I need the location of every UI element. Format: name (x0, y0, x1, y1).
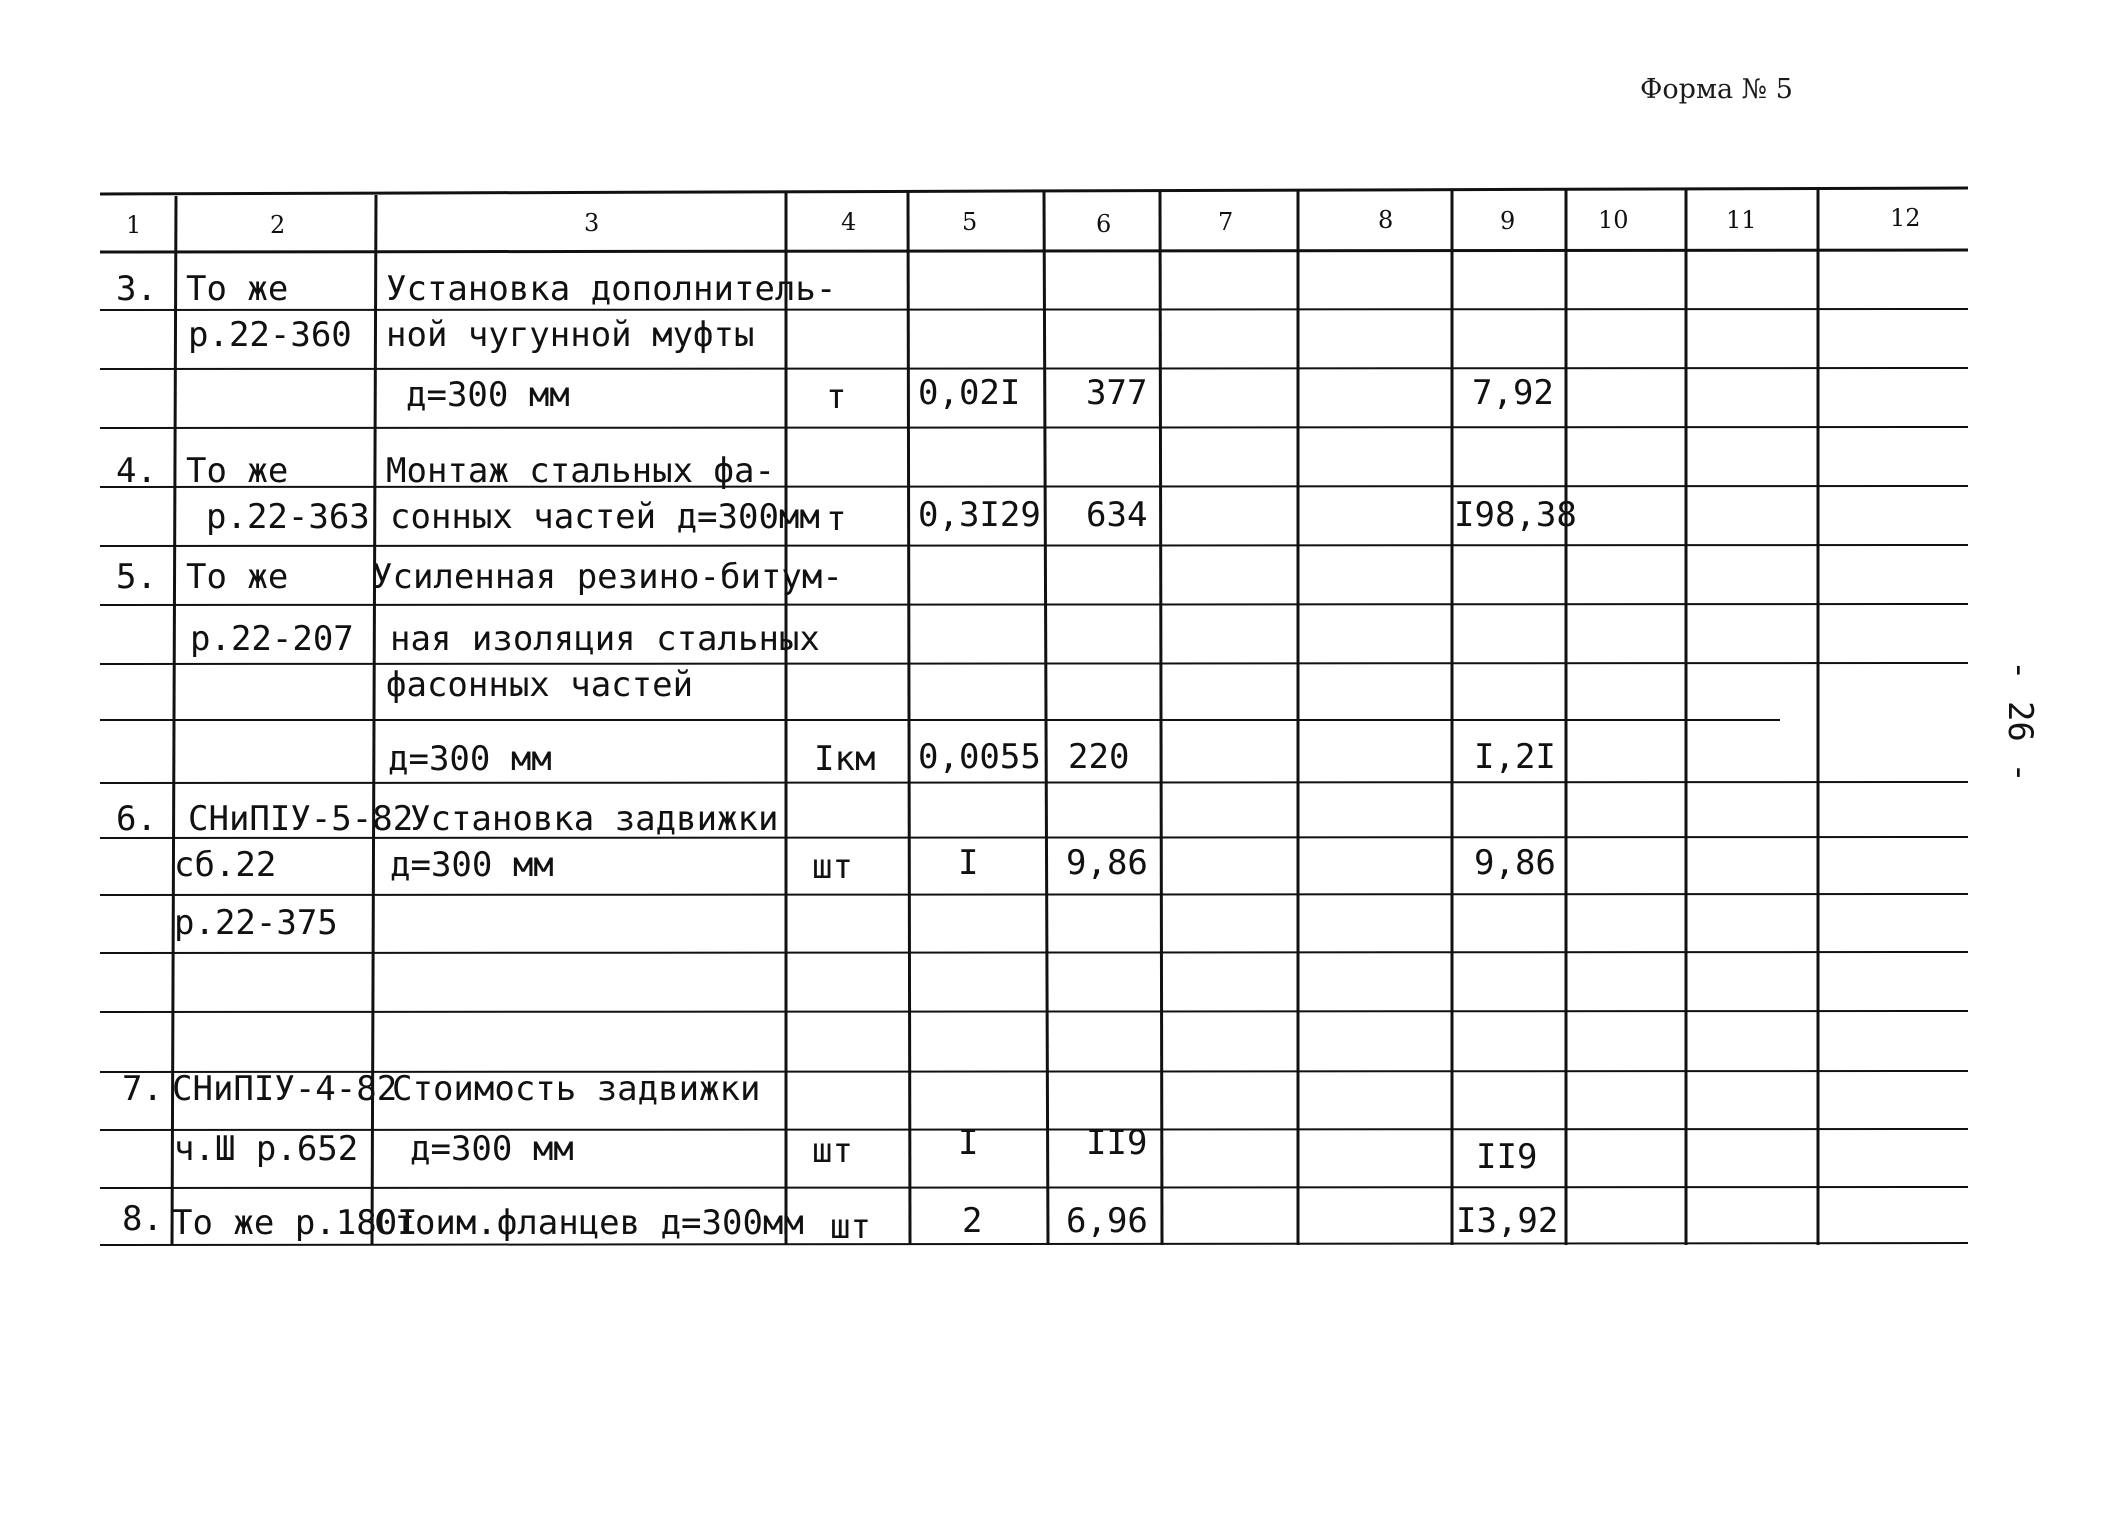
row-number: 3. (116, 269, 157, 309)
description-cell: д=300 мм (406, 375, 570, 415)
total-cell: II9 (1476, 1137, 1538, 1177)
description-cell: Установка задвижки (410, 799, 779, 839)
row-line (100, 952, 1968, 953)
reference-cell: ч.Ш р.652 (174, 1129, 359, 1169)
row-number: 6. (116, 799, 157, 839)
price-cell: 220 (1068, 737, 1130, 777)
header-col-8: 8 (1378, 206, 1394, 234)
description-cell: Монтаж стальных фа- (386, 451, 775, 491)
column-line (1160, 192, 1162, 1245)
unit-cell: Iкм (814, 739, 876, 779)
row-line (100, 309, 1968, 310)
row-number: 8. (122, 1199, 163, 1239)
reference-cell: СНиПIУ-4-82 (172, 1069, 398, 1109)
row-line (100, 545, 1968, 546)
row-line (100, 1187, 1968, 1188)
reference-cell: р.22-360 (188, 315, 352, 355)
quantity-cell: 0,0055 (918, 737, 1041, 777)
price-cell: 377 (1086, 373, 1148, 413)
price-cell: 9,86 (1066, 843, 1148, 883)
quantity-cell: I (958, 843, 979, 883)
description-cell: Стоим.фланцев д=300мм (374, 1203, 804, 1243)
unit-cell: т (826, 499, 847, 539)
row-line (100, 368, 1968, 369)
price-cell: II9 (1086, 1123, 1148, 1163)
row-number: 4. (116, 451, 157, 491)
reference-cell: То же (186, 451, 289, 491)
form-label: Форма № 5 (1640, 74, 1793, 105)
table-top-border (100, 188, 1968, 194)
row-line (100, 1011, 1968, 1012)
header-col-10: 10 (1598, 206, 1629, 234)
header-col-1: 1 (126, 211, 142, 239)
quantity-cell: I (958, 1123, 979, 1163)
total-cell: 9,86 (1474, 843, 1556, 883)
row-line (100, 894, 1968, 895)
description-cell: д=300 мм (388, 739, 552, 779)
description-cell: фасонных частей (386, 665, 694, 705)
header-col-9: 9 (1500, 207, 1516, 235)
header-col-11: 11 (1726, 206, 1757, 234)
row-line (100, 782, 1968, 783)
row-line (100, 663, 1968, 664)
reference-cell: То же (186, 557, 289, 597)
quantity-cell: 0,3I29 (918, 495, 1041, 535)
column-line (908, 192, 910, 1245)
header-col-7: 7 (1218, 208, 1234, 236)
header-col-2: 2 (270, 211, 286, 239)
description-cell: Усиленная резино-битум- (372, 557, 843, 597)
header-col-5: 5 (962, 208, 978, 236)
unit-cell: шт (830, 1207, 871, 1247)
reference-cell: р.22-207 (190, 619, 354, 659)
reference-cell: сб.22 (174, 845, 277, 885)
unit-cell: т (826, 377, 847, 417)
total-cell: I,2I (1474, 737, 1556, 777)
reference-cell: СНиПIУ-5-82 (188, 799, 414, 839)
reference-cell: То же р.180I (172, 1203, 418, 1243)
quantity-cell: 0,02I (918, 373, 1021, 413)
page-number: - 26 - (2000, 660, 2040, 783)
description-cell: ная изоляция стальных (390, 619, 820, 659)
description-cell: Установка дополнитель- (386, 269, 837, 309)
row-line (100, 604, 1968, 605)
header-col-4: 4 (841, 208, 857, 236)
row-line (100, 1129, 1968, 1130)
header-col-3: 3 (584, 209, 600, 237)
description-cell: д=300 мм (390, 845, 554, 885)
header-col-12: 12 (1890, 204, 1921, 232)
header-col-6: 6 (1096, 210, 1112, 238)
price-cell: 634 (1086, 495, 1148, 535)
header-bottom-border (100, 250, 1968, 252)
row-line (100, 427, 1968, 428)
description-cell: сонных частей д=300мм (390, 497, 820, 537)
column-line (1044, 192, 1048, 1245)
row-line (100, 486, 1968, 487)
total-cell: 7,92 (1472, 373, 1554, 413)
description-cell: д=300 мм (410, 1129, 574, 1169)
unit-cell: шт (812, 847, 853, 887)
reference-cell: р.22-363 (206, 497, 370, 537)
quantity-cell: 2 (962, 1201, 983, 1241)
description-cell: Стоимость задвижки (392, 1069, 761, 1109)
total-cell: I98,38 (1454, 495, 1577, 535)
price-cell: 6,96 (1066, 1201, 1148, 1241)
row-number: 7. (122, 1069, 163, 1109)
unit-cell: шт (812, 1131, 853, 1171)
row-number: 5. (116, 557, 157, 597)
reference-cell: р.22-375 (174, 903, 338, 943)
description-cell: ной чугунной муфты (386, 315, 755, 355)
reference-cell: То же (186, 269, 289, 309)
table-bottom-border (100, 1243, 1968, 1245)
total-cell: I3,92 (1456, 1201, 1559, 1241)
